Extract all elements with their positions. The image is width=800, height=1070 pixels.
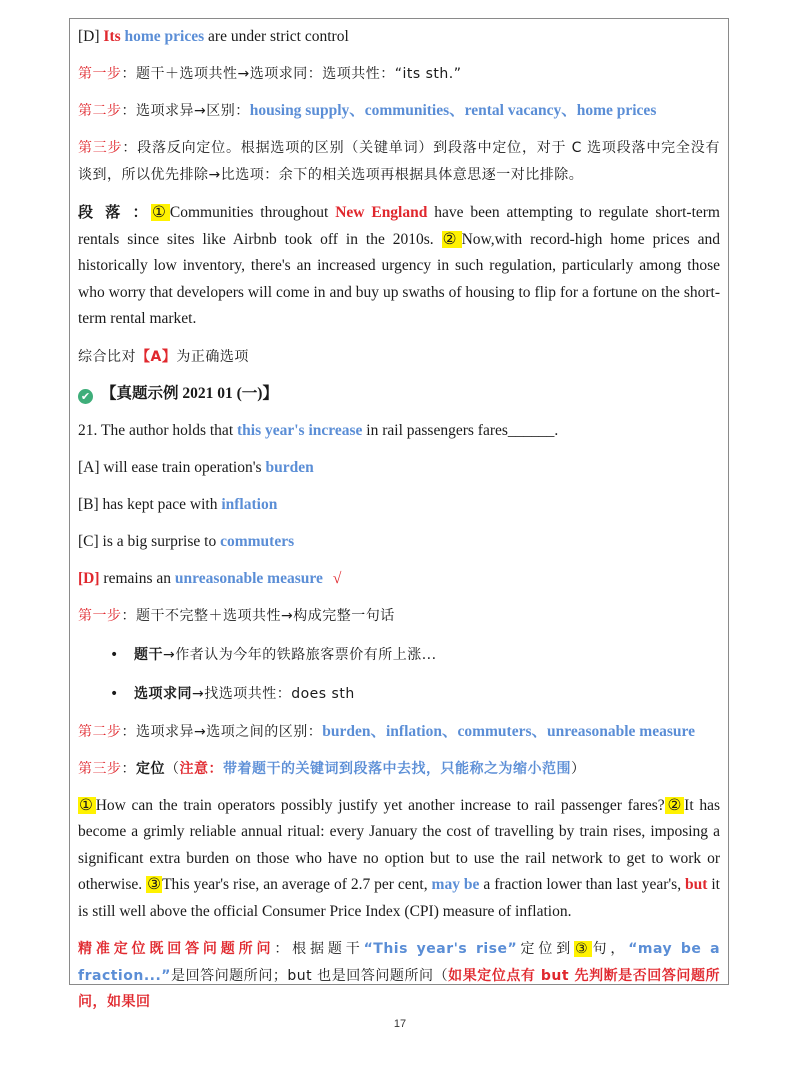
option-d: [D] remains an unreasonable measure √ xyxy=(78,569,342,587)
bullet-item: • 题干→作者认为今年的铁路旅客票价有所上涨... xyxy=(110,646,437,663)
note-text: 带着题干的关键词到段落中去找，只能称之为缩小范围 xyxy=(223,760,571,777)
step3-a: 第三步：段落反向定位。根据选项的区别（关键单词）到段落中定位，对于 C 选项段落中完全没有谈到，所以优先排除→比选项：余下的相关选项再根据具体意思逐一对比排除。 xyxy=(78,140,721,183)
step-label: 第三步 xyxy=(78,760,122,777)
keyword-home-prices: home prices xyxy=(120,28,205,45)
question-21: 21. The author holds that this year's increase in rail passengers fares______. xyxy=(78,421,559,439)
option-c: [C] is a big surprise to commuters xyxy=(78,532,295,550)
circled-marker-3: ③ xyxy=(147,876,162,893)
step-label: 第二步 xyxy=(78,103,122,119)
option-a: [A] will ease train operation's burden xyxy=(78,458,314,476)
page-number: 17 xyxy=(393,1018,407,1030)
keyword-this-years-increase: this year's increase xyxy=(237,421,363,439)
step-label: 第一步 xyxy=(78,607,122,624)
step2-a: 第二步：选项求异→区别：housing supply、communities、rental vacancy、home prices xyxy=(78,102,657,119)
option-b: [B] has kept pace with inflation xyxy=(78,495,278,513)
step2-b: 第二步：选项求异→选项之间的区别：burden、inflation、commuters、unreasonable measure xyxy=(78,722,695,740)
conclusion: 综合比对【A】为正确选项 xyxy=(78,348,249,365)
content-frame xyxy=(69,18,729,1010)
final-analysis: 精准定位既回答问题所问：根据题干“This year's rise”定位到③句，“may be a fraction...”是回答问题所问；but 也是回答问题所问（如果定位点有 but 先判断是否回答问题所问，如果回 xyxy=(78,941,721,1010)
step1-a: 第一步：题干＋选项共性→选项求同：选项共性：“its sth.” xyxy=(78,66,462,82)
step-label: 第一步 xyxy=(78,66,122,82)
step3-b: 第三步：定位（注意：带着题干的关键词到段落中去找，只能称之为缩小范围） xyxy=(78,760,586,777)
option-d-top: [D] Its home prices are under strict control xyxy=(78,28,349,45)
circled-marker-1: ① xyxy=(151,204,169,221)
option-terms: burden、inflation、commuters、unreasonable measure xyxy=(322,722,695,740)
step-label: 第三步 xyxy=(78,140,123,156)
keyword-its: Its xyxy=(103,28,121,45)
circled-marker-3: ③ xyxy=(575,941,592,957)
circled-marker-1: ① xyxy=(79,796,95,814)
paragraph-1: 段 落 ：①Communities throughout New England have been attempting to regulate short-term rentals since sites like Airbnb took off in the 2010s. ②Now,with record-high home prices and historically low inventory, there's an increased urgency in such regulation, particularly among those who worry that developers will come in and buy up swaths of housing to flip for a fortune on the short-term rental market. xyxy=(78,203,720,327)
step-label: 第二步 xyxy=(78,723,122,740)
circled-marker-2: ② xyxy=(665,796,684,814)
step1-b: 第一步：题干不完整＋选项共性→构成完整一句话 xyxy=(78,607,395,624)
circled-marker-2: ② xyxy=(442,230,461,248)
option-terms: housing supply、communities、rental vacancy、home prices xyxy=(249,102,657,119)
keyword-may-be: may be xyxy=(431,876,480,893)
paragraph-2: ①How can the train operators possibly justify yet another increase to rail passenger fares?②It has become a grimly reliable annual ritual: every January the cost of travelling by train rises, imposing a significant extra burden on those who have no option but to use the rail network to get to work or otherwise. ③This year's rise, an average of 2.7 per cent, may be a fraction lower than last year's, but it is still well above the official Consumer Price Index (CPI) measure of inflation. xyxy=(78,796,720,920)
example-header: ✔ 【真题示例 2021 01 (一)】 xyxy=(78,381,720,407)
keyword-but: but xyxy=(685,876,708,893)
keyword-new-england: New England xyxy=(335,204,428,221)
note-label: 注意： xyxy=(179,760,223,777)
answer-mark: 【A】 xyxy=(136,348,177,365)
bullet-item: • 选项求同→找选项共性：does sth xyxy=(110,685,355,702)
check-circle-icon: ✔ xyxy=(78,389,93,404)
analysis-label: 精准定位既回答问题所问 xyxy=(78,941,275,957)
paragraph-label: 段 落 ： xyxy=(78,203,151,221)
correct-mark: √ xyxy=(332,569,342,587)
